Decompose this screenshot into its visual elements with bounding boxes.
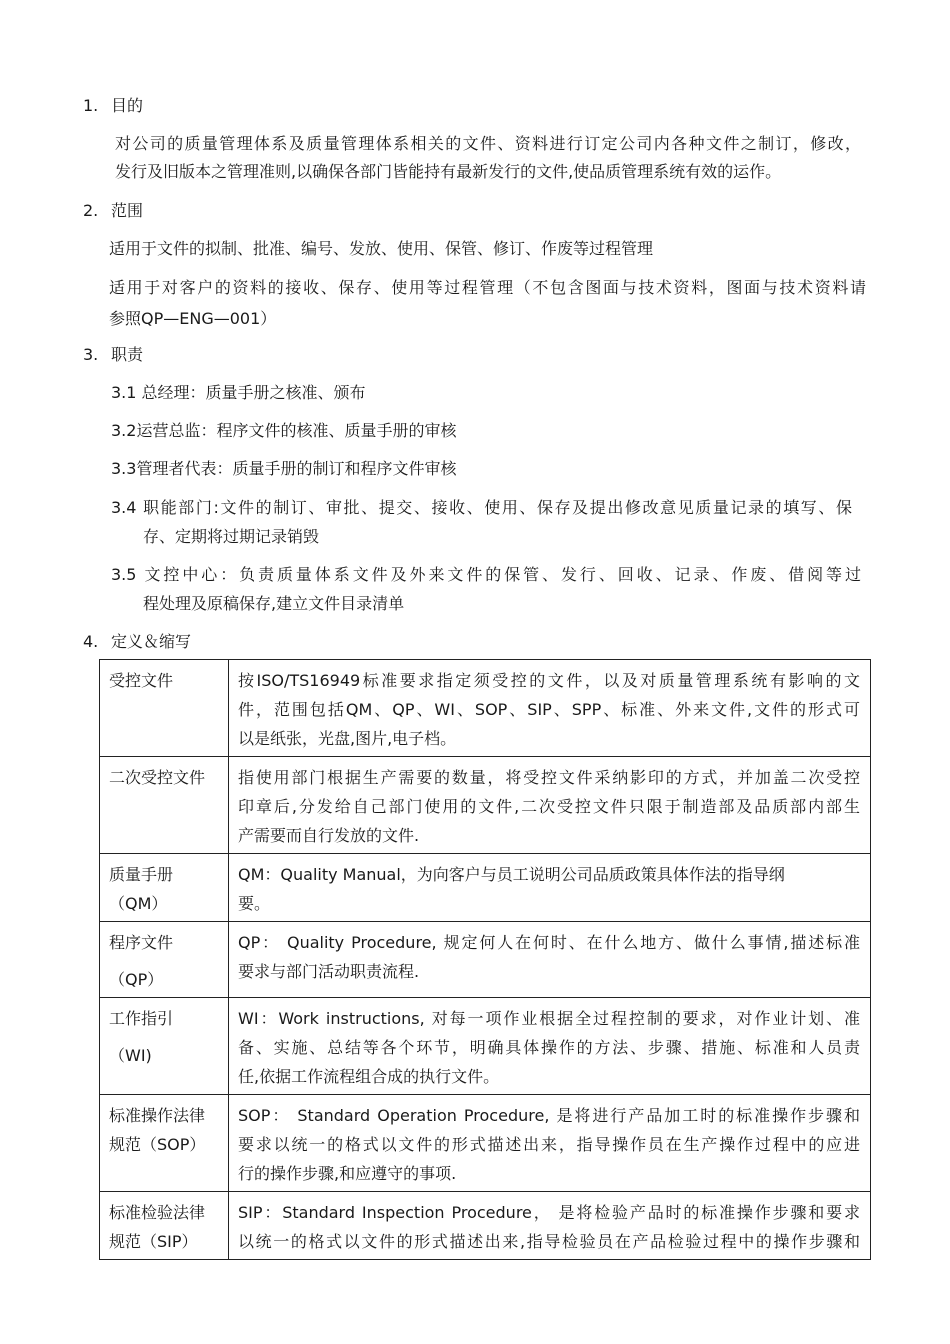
description-cell xyxy=(229,757,871,854)
term-text: 受控文件 xyxy=(109,671,174,690)
description-line: 按ISO/TS16949标准要求指定须受控的文件，以及对质量管理系统有影响的文 xyxy=(238,671,860,690)
section-title: 定义＆缩写 xyxy=(111,632,192,651)
description-line: WI：Work instructions, 对每一项作业根据全过程控制的要求，对作业计划、准 xyxy=(238,1009,860,1028)
section-number: 2. xyxy=(83,201,99,220)
section-title: 范围 xyxy=(111,201,144,220)
description-line: 要。 xyxy=(238,894,271,913)
description-line: 印章后,分发给自己部门使用的文件,二次受控文件只限于制造部及品质部内部生 xyxy=(238,797,860,816)
table-row xyxy=(100,1192,871,1260)
section-2-heading xyxy=(83,201,143,221)
term-text: 二次受控文件 xyxy=(109,768,206,787)
term-text: 标准检验法律 xyxy=(109,1203,206,1222)
section-4-heading xyxy=(83,632,191,652)
term-abbrev: 规范（SOP） xyxy=(109,1135,206,1154)
term-cell xyxy=(100,998,229,1095)
description-line: 备、实施、总结等各个环节，明确具体操作的方法、步骤、措施、标准和人员责 xyxy=(238,1038,860,1057)
description-cell xyxy=(229,1095,871,1192)
description-cell xyxy=(229,854,871,922)
term-cell xyxy=(100,757,229,854)
term-text: 程序文件 xyxy=(109,933,174,952)
term-abbrev: （QM） xyxy=(109,894,168,913)
description-line: 以是纸张，光盘,图片,电子档。 xyxy=(238,729,457,748)
definitions-table xyxy=(99,659,871,1260)
paragraph-line: 对公司的质量管理体系及质量管理体系相关的文件、资料进行订定公司内各种文件之制订，修改， xyxy=(115,134,861,153)
responsibility-item: 3.3管理者代表：质量手册的制订和程序文件审核 xyxy=(111,459,457,478)
description-line: 以统一的格式以文件的形式描述出来,指导检验员在产品检验过程中的操作步骤和 xyxy=(238,1232,860,1251)
responsibility-item: 3.2运营总监：程序文件的核准、质量手册的审核 xyxy=(111,421,457,440)
term-text: 质量手册 xyxy=(109,865,174,884)
section-3-heading xyxy=(83,345,143,365)
description-line: 要求以统一的格式以文件的形式描述出来，指导操作员在生产操作过程中的应进 xyxy=(238,1135,860,1154)
description-line: 任,依据工作流程组合成的执行文件。 xyxy=(238,1067,500,1086)
term-abbrev: 规范（SIP） xyxy=(109,1232,198,1251)
term-cell xyxy=(100,922,229,998)
term-text: 工作指引 xyxy=(109,1009,174,1028)
description-line: QP： Quality Procedure, 规定何人在何时、在什么地方、做什么事情,描述标准 xyxy=(238,933,860,952)
responsibility-item: 3.4 职能部门:文件的制订、审批、提交、接收、使用、保存及提出修改意见质量记录的填写、保 xyxy=(111,498,852,517)
paragraph-line: 参照QP—ENG—001） xyxy=(109,309,277,328)
table-row xyxy=(100,854,871,922)
responsibility-item-continued: 存、定期将过期记录销毁 xyxy=(143,527,320,546)
paragraph-line: 适用于文件的拟制、批准、编号、发放、使用、保管、修订、作废等过程管理 xyxy=(109,239,654,258)
term-cell xyxy=(100,660,229,757)
section-number: 4. xyxy=(83,632,99,651)
description-cell xyxy=(229,922,871,998)
paragraph-line: 发行及旧版本之管理准则,以确保各部门皆能持有最新发行的文件,使品质管理系统有效的运作。 xyxy=(115,162,782,181)
responsibility-item: 3.1 总经理：质量手册之核准、颁布 xyxy=(111,383,366,402)
description-line: 产需要而自行发放的文件. xyxy=(238,826,420,845)
section-1-heading xyxy=(83,96,143,116)
description-cell xyxy=(229,998,871,1095)
description-line: 行的操作步骤,和应遵守的事项. xyxy=(238,1164,457,1183)
description-cell xyxy=(229,1192,871,1260)
section-number: 3. xyxy=(83,345,99,364)
paragraph-line: 适用于对客户的资料的接收、保存、使用等过程管理（不包含图面与技术资料，图面与技术资料请 xyxy=(109,278,866,297)
table-row xyxy=(100,1095,871,1192)
table-row xyxy=(100,922,871,998)
description-line: SOP： Standard Operation Procedure, 是将进行产品加工时的标准操作步骤和 xyxy=(238,1106,860,1125)
table-row xyxy=(100,998,871,1095)
section-title: 职责 xyxy=(111,345,144,364)
term-abbrev: （QP） xyxy=(109,970,164,989)
table-row xyxy=(100,757,871,854)
term-text: 标准操作法律 xyxy=(109,1106,206,1125)
description-line: 指使用部门根据生产需要的数量，将受控文件采纳影印的方式，并加盖二次受控 xyxy=(238,768,860,787)
description-line: 要求与部门活动职责流程. xyxy=(238,962,420,981)
description-line: SIP：Standard Inspection Procedure， 是将检验产品时的标准操作步骤和要求 xyxy=(238,1203,860,1222)
term-abbrev: （WI) xyxy=(109,1046,152,1065)
description-cell xyxy=(229,660,871,757)
responsibility-item: 3.5 文控中心：负责质量体系文件及外来文件的保管、发行、回收、记录、作废、借阅等过 xyxy=(111,565,861,584)
term-cell xyxy=(100,1192,229,1260)
description-line: QM：Quality Manual，为向客户与员工说明公司品质政策具体作法的指导纲 xyxy=(238,865,785,884)
section-title: 目的 xyxy=(111,96,144,115)
term-cell xyxy=(100,854,229,922)
table-row xyxy=(100,660,871,757)
description-line: 件，范围包括QM、QP、WI、SOP、SIP、SPP、标准、外来文件,文件的形式可 xyxy=(238,700,860,719)
section-number: 1. xyxy=(83,96,99,115)
term-cell xyxy=(100,1095,229,1192)
responsibility-item-continued: 程处理及原稿保存,建立文件目录清单 xyxy=(143,594,405,613)
